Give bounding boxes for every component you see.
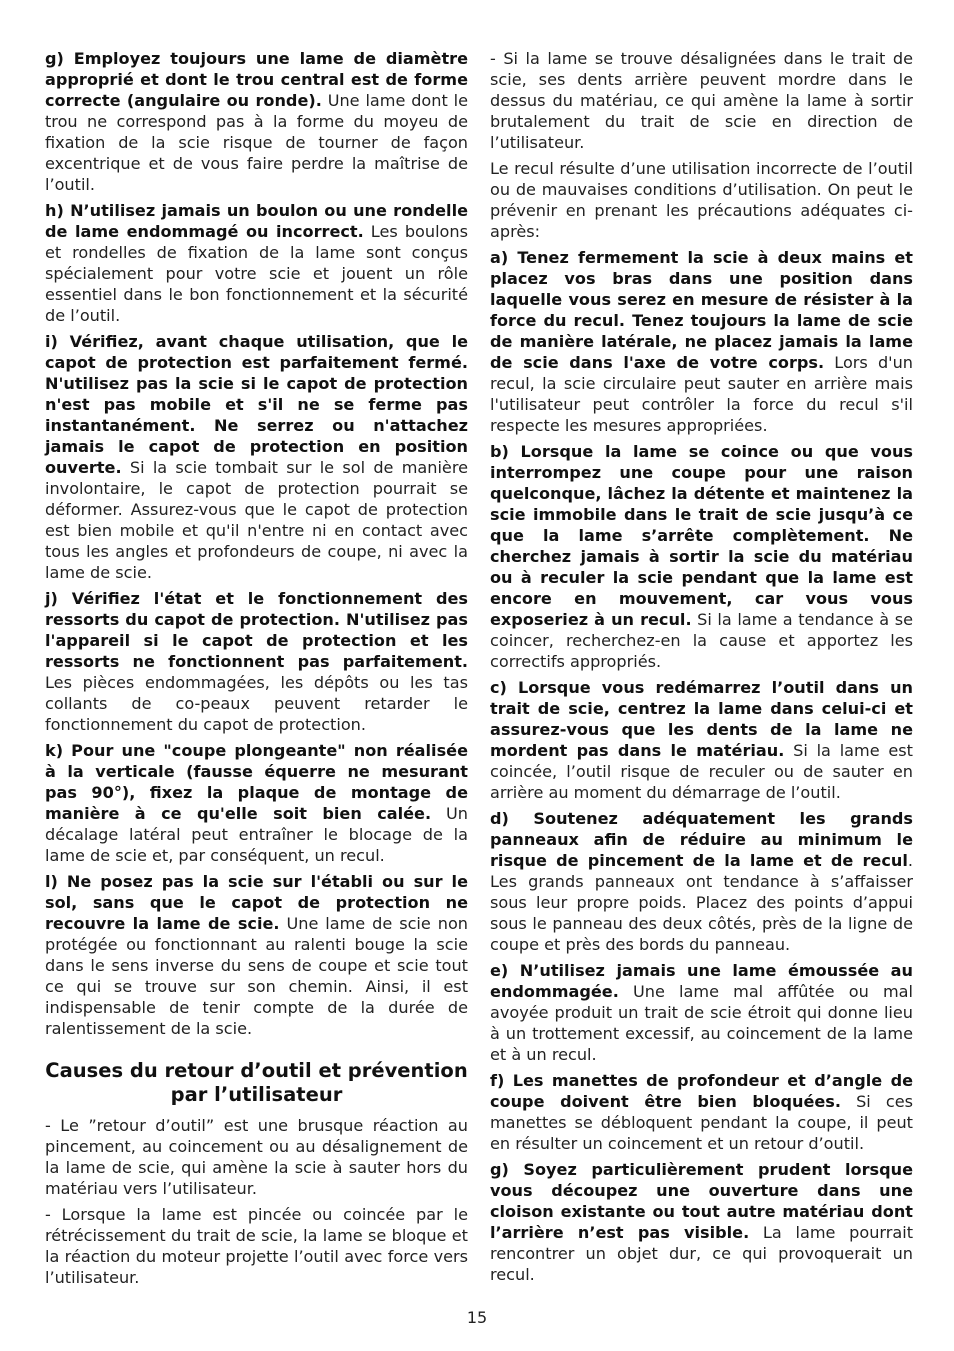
paragraph-body: Les boulons et rondelles de fixation de la lame sont conçus spécialement pour votre scie et jouent un rôle essentiel dans le bon fonctionnement et la sécurité de l’outil. [45, 222, 468, 325]
paragraph-k [45, 740, 468, 866]
paragraph-lead: g) Soyez particulièrement prudent lorsque vous découpez une ouverture dans une cloison existante ou tout autre matériau dont l’arrière n’est pas visible. [490, 1160, 913, 1242]
paragraph-body: Un décalage latéral peut entraîner le blocage de la lame de scie et, par conséquent, un recul. [45, 804, 468, 865]
paragraph-kickback-definition [45, 1115, 468, 1199]
paragraph-lead: i) Vérifiez, avant chaque utilisation, que le capot de protection est parfaitement fermé. N'utilisez pas la scie si le capot de protection n'est pas mobile et s'il ne se ferme pas instantanément. Ne serrez ou n'attachez jamais le capot de protection en position ouverte. [45, 332, 468, 477]
paragraph-f [490, 1070, 913, 1154]
right-column [490, 48, 913, 1290]
paragraph-body: - Si la lame se trouve désalignées dans le trait de scie, ses dents arrière peuvent mordre dans le dessus du matériau, ce qui amène la lame à sortir brutalement du trait de scie en direction de l’utilisateur. [490, 49, 913, 152]
paragraph-body: Si ces manettes se débloquent pendant la coupe, il peut en résulter un coincement et un retour d’outil. [490, 1092, 913, 1153]
paragraph-h [45, 200, 468, 326]
paragraph-body: - Lorsque la lame est pincée ou coincée par le rétrécissement du trait de scie, la lame se bloque et la réaction du moteur projette l’outil avec force vers l’utilisateur. [45, 1205, 468, 1287]
paragraph-lead: j) Vérifiez l'état et le fonctionnement des ressorts du capot de protection. N'utilisez pas l'appareil si le capot de protection et les ressorts ne fonctionnent pas parfaitement. [45, 589, 468, 671]
paragraph-body: Lors d'un recul, la scie circulaire peut sauter en arrière mais l'utilisateur peut contrôler la force du recul s'il respecte les mesures appropriées. [490, 353, 913, 435]
paragraph-i [45, 331, 468, 583]
paragraph-body: La lame pourrait rencontrer un objet dur, ce qui provoquerait un recul. [490, 1223, 913, 1284]
paragraph-lead: e) N’utilisez jamais une lame émoussée au endommagée. [490, 961, 913, 1001]
paragraph-lead: l) Ne posez pas la scie sur l'établi ou sur le sol, sans que le capot de protection ne recouvre la lame de scie. [45, 872, 468, 933]
paragraph-g [45, 48, 468, 195]
paragraph-l [45, 871, 468, 1039]
paragraph-body: Si la scie tombait sur le sol de manière involontaire, le capot de protection pourrait se déformer. Assurez-vous que le capot de protection est bien mobile et qu'il n'entre ni en contact avec tous les angles et profondeurs de coupe, ni avec la lame de scie. [45, 458, 468, 582]
paragraph-lead: d) Soutenez adéquatement les grands panneaux afin de réduire au minimum le risque de pincement de la lame et de recul [490, 809, 913, 870]
paragraph-e [490, 960, 913, 1065]
paragraph-lead: b) Lorsque la lame se coince ou que vous interrompez une coupe pour une raison quelconque, lâchez la détente et maintenez la scie immobile dans le trait de scie jusqu’à ce que la lame s’arrête complètement. Ne cherchez jamais à sortir la scie du matériau ou à reculer la scie pendant que la lame est encore en mouvement, car vous vous exposeriez à un recul. [490, 442, 913, 629]
paragraph-g2 [490, 1159, 913, 1285]
paragraph-body: Si la lame a tendance à se coincer, recherchez-en la cause et apportez les correctifs appropriés. [490, 610, 913, 671]
paragraph-lead: h) N’utilisez jamais un boulon ou une rondelle de lame endommagé ou incorrect. [45, 201, 468, 241]
paragraph-body: Une lame de scie non protégée ou fonctionnant au ralenti bouge la scie dans le sens inverse du sens de coupe et scie tout ce qui se trouve sur son chemin. Ainsi, il est indispensable de tenir compte de la durée de ralentissement de la scie. [45, 914, 468, 1038]
paragraph-kickback-pinched [45, 1204, 468, 1288]
paragraph-recul-intro [490, 158, 913, 242]
paragraph-body: . Les grands panneaux ont tendance à s’affaisser sous leur propre poids. Placez des points d’appui sous le panneau des deux côtés, près de la ligne de coupe et près des bords du panneau. [490, 851, 913, 954]
paragraph-body: Le recul résulte d’une utilisation incorrecte de l’outil ou de mauvaises conditions d’utilisation. On peut le prévenir en prenant les précautions adéquates ci-après: [490, 159, 913, 241]
paragraph-a [490, 247, 913, 436]
paragraph-body: Les pièces endommagées, les dépôts ou les tas collants de co-peaux peuvent retarder le fonctionnement du capot de protection. [45, 673, 468, 734]
paragraph-b [490, 441, 913, 672]
paragraph-body: Une lame dont le trou ne correspond pas à la forme du moyeu de fixation de la scie risque de tourner de façon excentrique et de vous faire perdre la maîtrise de l’outil. [45, 91, 469, 194]
paragraph-j [45, 588, 468, 735]
paragraph-lead: f) Les manettes de profondeur et d’angle de coupe doivent être bien bloquées. [490, 1071, 913, 1111]
paragraph-misaligned [490, 48, 913, 153]
section-heading: Causes du retour d’outil et prévention par l’utilisateur [45, 1059, 468, 1106]
paragraph-c [490, 677, 913, 803]
paragraph-lead: g) Employez toujours une lame de diamètre approprié et dont le trou central est de forme correcte (angulaire ou ronde). [45, 49, 468, 110]
paragraph-lead: c) Lorsque vous redémarrez l’outil dans un trait de scie, centrez la lame dans celui-ci et assurez-vous que les dents de la lame ne mordent pas dans le matériau. [490, 678, 913, 760]
paragraph-body: Si la lame est coincée, l’outil risque de reculer ou de sauter en arrière au moment du démarrage de l’outil. [490, 741, 913, 802]
paragraph-lead: k) Pour une "coupe plongeante" non réalisée à la verticale (fausse équerre ne mesurant pas 90°), fixez la plaque de montage de manière à ce qu'elle soit bien calée. [45, 741, 468, 823]
paragraph-lead: a) Tenez fermement la scie à deux mains et placez vos bras dans une position dans laquelle vous serez en mesure de résister à la force du recul. Tenez toujours la lame de scie de manière latérale, ne placez jamais la lame de scie dans l'axe de votre corps. [490, 248, 913, 372]
left-column [45, 48, 468, 1293]
paragraph-body: Une lame mal affûtée ou mal avoyée produit un trait de scie étroit qui donne lieu à un trottement excessif, au coincement de la lame et à un recul. [490, 982, 913, 1064]
paragraph-d [490, 808, 913, 955]
page-number: 15 [466, 1308, 488, 1327]
paragraph-body: - Le ”retour d’outil” est une brusque réaction au pincement, au coincement ou au désalignement de la lame de scie, qui amène la scie à sauter hors du matériau vers l’utilisateur. [45, 1116, 468, 1198]
